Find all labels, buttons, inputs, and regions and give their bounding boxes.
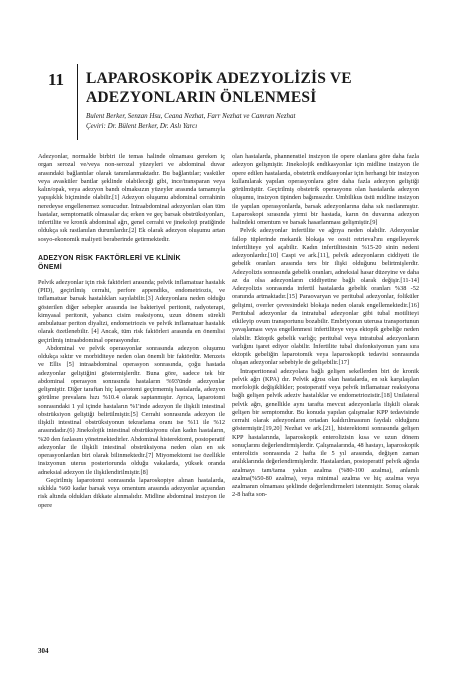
section-heading-line-2: ÖNEMİ (38, 263, 62, 271)
page-number: 304 (38, 647, 49, 655)
chapter-number: 11 (47, 70, 64, 89)
chapter-title (86, 69, 416, 107)
right-column (232, 153, 419, 500)
translator-list: Çeviri: Dr. Bülent Berker, Dr. Aslı Yarcı (86, 122, 198, 130)
section-heading-line-1: ADEZYON RİSK FAKTÖRLERİ VE KLİNİK (38, 254, 181, 262)
body-paragraph: Abdominal ve pelvik operasyonlar sonrasında adezyon oluşumu oldukça sıktır ve morbiditeye neden olan önemli bir faktördür. Menzeis ve Ellis [5] intraabdominal operasyon sonrasında, çoğu hastada adezyonlar geliştiğini göstermişlerdir. Buna göre, sadece tek bir abdominal operasyon sonrasında hastaların %93'ünde adezyonlar gelişmiştir. Diğer taraftan hiç laparotomi geçirmemiş hastalarda, adezyon görülme prevalans hızı %10.4 olarak saptanmıştır. Ayrıca, laparotomi sonrasındaki 1 yıl içinde hastaların %1'inde adezyon ile ilişkili intestinal obstrüksiyon geliştiği belirtilmiştir.[5] Cerrahi sonrasında adezyon ile ilişkili intestinal obstrüksiyonun tekrarlama oranı ise %11 ile %12 arasındadır.(6) Jinekolojik intestinal obstrüksiyonu olan kadın hastaların, %20 den fazlasını yönetmektedirler. Abdominal histerektomi, postoperatif adezyonlar ile ilişkili intestinal obstrüksiyona neden olan en sık operasyonlardan biri olarak bilinmektedir.[7] Miyomektomi ise özellikle insizyonun uterus posteriorunda olduğu vakalarda, yüksek oranda adneksial adezyon ile ilişkilendirilmiştir.[8] (38, 344, 225, 476)
author-list: Bulent Berker, Senzan Hsu, Ceana Nezhat, Farr Nezhat ve Camran Nezhat (86, 112, 296, 120)
intro-paragraph: Adezyonlar, normalde birbiri ile temas halinde olmaması gereken iç organ serozal ve/veya non-serozal yüzeyleri ve abdominal duvar arasındaki bağlantılar olarak tanımlanmaktadır. Bu bağlantılar; vasküler veya avasküler bantlar şeklinde olabileceği gibi, ince/transparan veya kalın/opak, veya adezyon bandı olmaksızın yüzeyler arasında tamamıyla yapışıklık biçiminde olabilir.[1] Adezyon oluşumu abdominal cerrahinin neredeyse engellenemez sonucudur. İntraabdominal adezyonları olan tüm hastalar, semptomatik olmasalar da; erken ve geç barsak obstrüksiyonları, infertilite ve kronik abdominal ağrı, genel cerrahi ve jinekoloji pratiğinde oldukça sık rastlanılan durumlardır.[2] Ek olarak adezyon oluşumu artan sosyo-ekonomik maliyeti beraberinde getirmektedir. (38, 153, 225, 243)
body-paragraph: Pelvik adezyonlar için risk faktörleri arasında; pelvik inflamatuar hastalık (PID), geçirilmiş cerrahi, perfore appendiks, endometriozis, ve inflamatuar barsak hastalıkları sayılabilir.[3] Adezyonlara neden olduğu gösterilen diğer sebepler arasında ise bakteriyel peritonit, radyoterapi, kimyasal peritonit, yabancı cisim reaksiyonu, uzun dönem sürekli ambulatuar periton diyalizi, endometriozis ve pelvik inflamatuar hastalık olarak özetlenebilir. [4] Ancak, tüm risk faktörleri arasında en önemlisi geçirilmiş intraabdominal operasyondur. (38, 278, 225, 344)
body-paragraph: Geçirilmiş laparotomi sonrasında laparoskopiye alınan hastalarda, sıklıkla %60 kadar barsak veya omentum arasında adezyonlar açısından risk altında oldukları dikkate alınmalıdır. Midline abdominal insizyon ile opere (38, 476, 225, 509)
left-column (38, 153, 225, 510)
body-paragraph: Pelvik adezyonlar infertilite ve ağrıya neden olabilir. Adezyonlar fallop tüplerinde mekanik blokaja ve oosit retrieval'ını engelleyerek infertiliteye yol açabilir. Kadın infertilitesinin %15-20 sinin nedeni adezyonlardır.[10] Caspi ve ark.[11], pelvik adezyonların ciddiyeti ile gebelik oranları arasında ters bir ilişki olduğunu belirtmişlerdir. Adezyolizis sonrasında gebelik oranları, adneksial hasar düzeyine ve daha az da olsa adezyonların ciddiyetine bağlı olarak değişir.[11-14] Adezyolizis sonrasında infertil hastalarda gebelik oranları %38 -52 oranında artmaktadır.[15] Paraovaryan ve peritubal adezyonlar, foliküler gelişimi, overler çevresindeki blokaja neden olarak engellemektedir.[16] Peritubal adezyonlar da intratubal adezyonlar gibi tubal motiliteyi etkileyip ovum transportunu bozabilir. Embriyonun uterusa transportunun yavaşlaması veya engellenmesi infertiliteye veya ektopik gebeliğe neden olabilir. Ektopik gebelik varlığı; peritubal veya intratubal adezyonların varlığını işaret ediyor olabilir. İnfertilite tubal disfonksiyonun yanı sıra ektopik gebeliğin laparotomik veya laparoskopik tedavisi sonrasında oluşan adezyonlar sebebiyle de gelişebilir.[17] (232, 227, 419, 367)
chapter-authors (86, 111, 426, 131)
section-heading (38, 254, 225, 272)
chapter-title-line-1: LAPAROSKOPİK ADEZYOLİZİS VE (86, 70, 352, 87)
body-paragraph: İntraperitoneal adezyolara bağlı gelişen sekellerden biri de kronik pelvik ağrı (KPA) dır. Pelvik ağrısı olan hastalarda, en sık karşılaşılan morfolojik değişiklikler; postoperatif veya pelvik inflamatuar reaksiyona bağlı gelişen pelvik adeziv hastalıklar ve endometriozistir.[18] Unilateral pelvik ağrı, genellikle aynı tarafta mevcut adezyonlarla ilişkili olarak gelişen bir semptomdur. Bu konuda yapılan çalışmalar KPP tedavisinde cerrahi olarak adezyonların ortadan kaldırılmasının faydalı olduğunu göstermiştir.[19,20] Nezhat ve ark.[21], histerektomi sonrasında gelişen KPP hastalarında, laparoskopik enterolizisin kısa ve uzun dönem sonuçlarını değerlendirmişlerdir. Çalışmalarında, 48 hastayı, laparoskopik enterolizis sonrasında 2 hafta ile 5 yıl arasında, değişen zaman aralıklarında değerlendirmişlerdir. Hastalardan, postoperatif pelvik ağrıda azalmayı tam/tama yakın azalma (%80-100 azalma), anlamlı azalma(%50-80 azalma), veya minimal azalma ve hiç azalma veya azalmanın olmaması şeklinde değerlendirmeleri istenmiştir. Sonuç olarak 2-8 hafta son- (232, 367, 419, 499)
chapter-title-line-2: ADEZYONLARIN ÖNLENMESİ (86, 89, 317, 106)
title-rule (77, 64, 78, 140)
body-paragraph: olan hastalarda, phannenstiel insizyon ile opere olanlara göre daha fazla adezyon gelişmiştir. Jinekolojik endikasyonlar için midline insizyon ile opere edilen hastalarda, obstetrik endikasyonlar için herhangi bir insizyon kullanılarak yapılan operasyonlara göre daha fazla adezyon geliştiği görülmüştür. Geçirilmiş obstetrik operasyonu olan hastalarda adezyon oluşumu, insizyon tipinden bağımsızdır. Umbilikus üstü midline insizyon ile yapılan operasyonlarda, barsak adezyonlarına daha sık rastlanmıştır. Laparoskopi sırasında yirmi bir hastada, karın ön duvarına adezyon halindeki omentum ve barsak hasarlanması gelişmiştir.[9] (232, 153, 419, 226)
